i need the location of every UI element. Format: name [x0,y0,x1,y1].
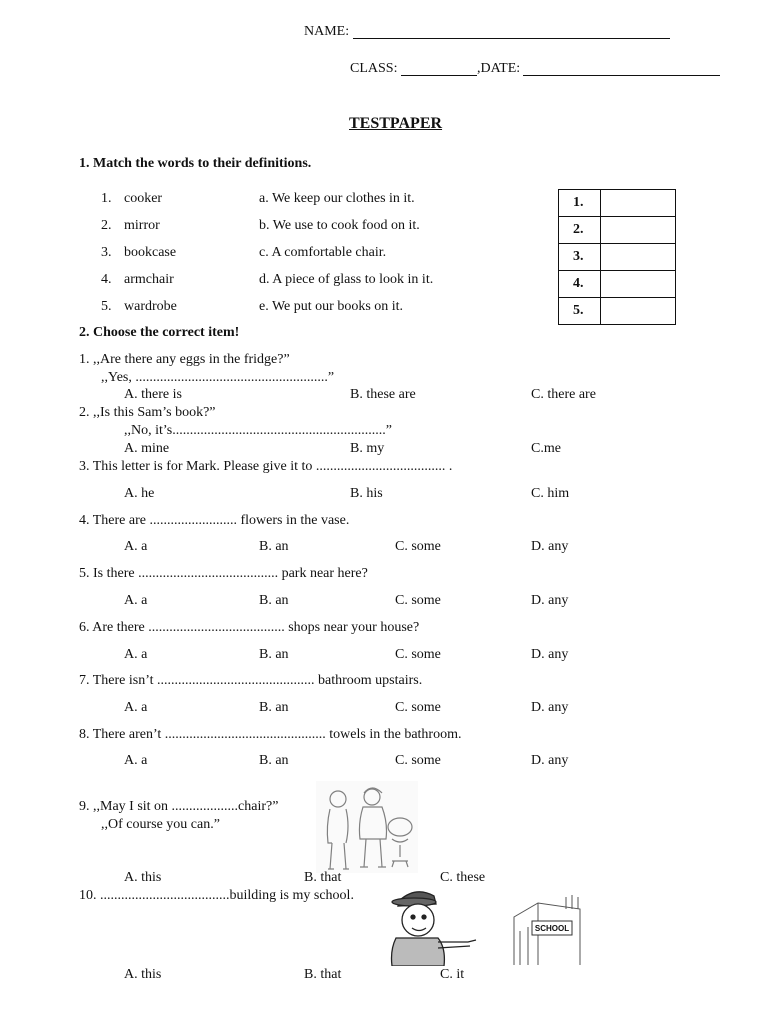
answer-number: 4. [559,271,601,298]
option-c[interactable]: C. some [395,593,441,608]
question-9-text: 9. ,,May I sit on ...................chair?” [79,799,279,814]
word-number: 1. [101,191,112,206]
question-2-text: 2. ,,Is this Sam’s book?” [79,405,216,420]
definition-item: a. We keep our clothes in it. [259,191,415,206]
option-c[interactable]: C. some [395,647,441,662]
option-c[interactable]: C. it [440,967,465,982]
class-field[interactable] [401,75,477,76]
option-a[interactable]: A. this [124,967,162,982]
people-chair-illustration [316,781,418,873]
word-number: 5. [101,299,112,314]
option-a[interactable]: A. a [124,539,148,554]
option-c[interactable]: C. some [395,539,441,554]
school-building-illustration [508,887,588,965]
option-c[interactable]: C. some [395,753,441,768]
answer-cell[interactable] [601,244,676,271]
answer-cell[interactable] [601,298,676,325]
word-number: 2. [101,218,112,233]
option-a[interactable]: A. mine [124,441,170,456]
definition-item: d. A piece of glass to look in it. [259,272,434,287]
name-label: NAME: [304,24,350,39]
option-c[interactable]: C. there are [531,387,596,402]
option-b[interactable]: B. that [304,870,342,885]
definition-item: b. We use to cook food on it. [259,218,420,233]
question-6-text: 6. Are there ....................................... shops near your house? [79,620,420,635]
answer-cell[interactable] [601,271,676,298]
question-8-text: 8. There aren’t .............................................. towels in the bathroom. [79,727,462,742]
question-5-text: 5. Is there ........................................ park near here? [79,566,368,581]
word-item: bookcase [124,245,177,260]
option-b[interactable]: B. an [259,700,289,715]
question-10-text: 10. .....................................building is my school. [79,888,354,903]
question-4-text: 4. There are ......................... flowers in the vase. [79,513,350,528]
option-c[interactable]: C. these [440,870,486,885]
word-item: wardrobe [124,299,177,314]
option-b[interactable]: B. an [259,753,289,768]
option-a[interactable]: A. a [124,700,148,715]
option-a[interactable]: A. a [124,593,148,608]
option-c[interactable]: C.me [531,441,561,456]
question-1-text: 1. ,,Are there any eggs in the fridge?” [79,352,290,367]
answer-table [558,189,676,325]
option-a[interactable]: A. a [124,647,148,662]
definition-item: e. We put our books on it. [259,299,404,314]
question-7-text: 7. There isn’t ............................................. bathroom upstairs. [79,673,423,688]
word-number: 4. [101,272,112,287]
option-b[interactable]: B. an [259,539,289,554]
question-9-answer-line: ,,Of course you can.” [101,817,220,832]
answer-row [559,271,676,298]
answer-cell[interactable] [601,190,676,217]
name-field[interactable] [353,38,670,39]
word-item: armchair [124,272,174,287]
answer-row [559,244,676,271]
option-b[interactable]: B. these are [350,387,416,402]
word-item: cooker [124,191,163,206]
option-a[interactable]: A. there is [124,387,182,402]
option-d[interactable]: D. any [531,700,569,715]
option-b[interactable]: B. that [304,967,342,982]
option-d[interactable]: D. any [531,593,569,608]
option-b[interactable]: B. my [350,441,385,456]
class-label: CLASS: [350,61,398,76]
answer-row [559,190,676,217]
answer-row [559,217,676,244]
answer-row [559,298,676,325]
option-d[interactable]: D. any [531,753,569,768]
option-c[interactable]: C. him [531,486,570,501]
question-3-text: 3. This letter is for Mark. Please give it to ..................................... . [79,459,453,474]
answer-cell[interactable] [601,217,676,244]
answer-number: 3. [559,244,601,271]
option-d[interactable]: D. any [531,539,569,554]
definition-item: c. A comfortable chair. [259,245,387,260]
word-number: 3. [101,245,112,260]
date-label: ,DATE: [477,61,521,76]
exercise-2-heading: 2. Choose the correct item! [79,325,240,340]
option-a[interactable]: A. a [124,753,148,768]
date-field[interactable] [523,75,720,76]
answer-number: 5. [559,298,601,325]
school-sign-text: SCHOOL [534,924,570,933]
option-d[interactable]: D. any [531,647,569,662]
option-b[interactable]: B. an [259,593,289,608]
option-a[interactable]: A. this [124,870,162,885]
boy-pointing-illustration [386,886,478,966]
answer-number: 2. [559,217,601,244]
exercise-1-heading: 1. Match the words to their definitions. [79,156,312,171]
option-c[interactable]: C. some [395,700,441,715]
question-1-answer-line: ,,Yes, .......................................................” [101,370,335,385]
option-a[interactable]: A. he [124,486,155,501]
word-item: mirror [124,218,160,233]
answer-number: 1. [559,190,601,217]
option-b[interactable]: B. an [259,647,289,662]
option-b[interactable]: B. his [350,486,383,501]
question-2-answer-line: ,,No, it’s.............................................................” [124,423,392,438]
page-title: TESTPAPER [349,115,443,132]
